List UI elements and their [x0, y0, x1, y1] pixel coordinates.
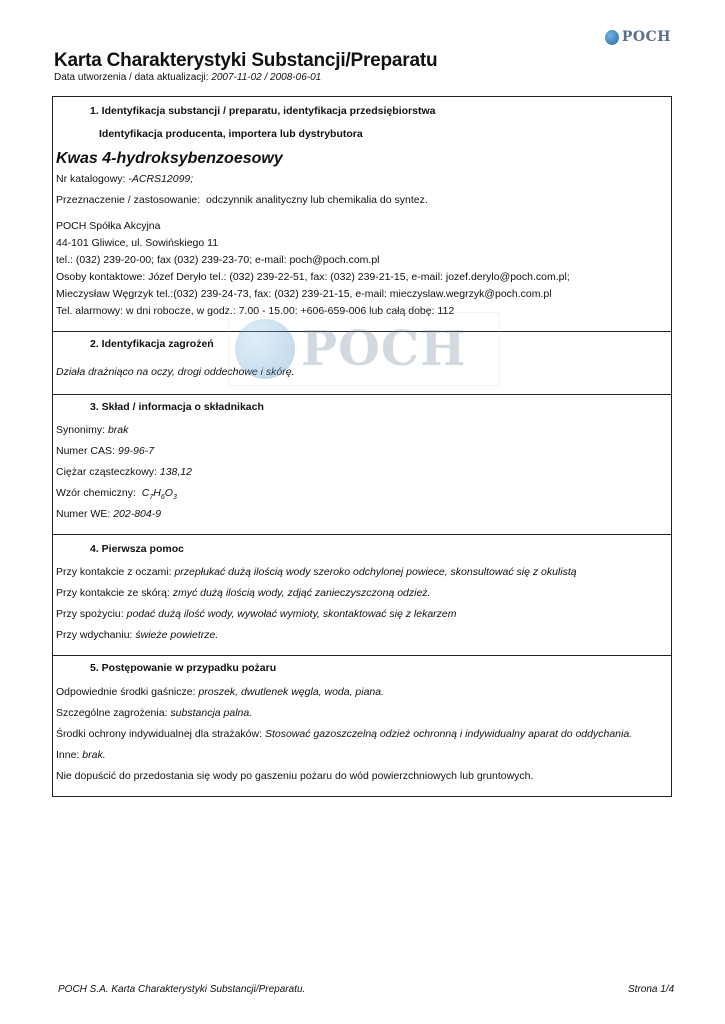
document-title: Karta Charakterystyki Substancji/Preparatu — [54, 50, 438, 71]
document-dates — [54, 72, 321, 83]
cas-row — [56, 445, 154, 457]
skin-value: zmyć dużą ilością wody, zdjąć zanieczyszczoną odzież. — [172, 587, 431, 599]
extinguishing-media — [56, 686, 384, 698]
contact-person-1: Osoby kontaktowe: Józef Deryło tel.: (032) 239-22-51, fax: (032) 239-21-15, e-mail: jozef.derylo@poch.com.pl; — [56, 271, 570, 283]
company-address: 44-101 Gliwice, ul. Sowińskiego 11 — [56, 237, 219, 249]
section-1-title: 1. Identyfikacja substancji / preparatu, identyfikacja przedsiębiorstwa — [90, 105, 436, 117]
use-label: Przeznaczenie / zastosowanie: — [56, 194, 201, 206]
product-use — [56, 194, 428, 206]
other-label: Inne: — [56, 749, 80, 761]
ingestion-value: podać dużą ilość wody, wywołać wymioty, skontaktować się z lekarzem — [126, 608, 457, 620]
firefighter-protection — [56, 728, 632, 740]
first-aid-skin — [56, 587, 430, 599]
inhalation-value: świeże powietrze. — [135, 629, 219, 641]
contact-person-2: Mieczysław Węgrzyk tel.:(032) 239-24-73, fax: (032) 239-21-15, e-mail: mieczyslaw.wegrzyk@poch.com.pl — [56, 288, 552, 300]
use-value: odczynnik analityczny lub chemikalia do syntez. — [206, 194, 428, 206]
company-phone: tel.: (032) 239-20-00; fax (032) 239-23-70; e-mail: poch@poch.com.pl — [56, 254, 380, 266]
dates-label: Data utworzenia / data aktualizacji: — [54, 72, 209, 83]
section-2-title: 2. Identyfikacja zagrożeń — [90, 338, 214, 350]
hazard-label: Szczególne zagrożenia: — [56, 707, 168, 719]
poch-watermark-icon — [235, 319, 295, 379]
synonyms-value: brak — [107, 424, 129, 436]
poch-logo — [605, 27, 671, 47]
other-info — [56, 749, 106, 761]
section-composition — [52, 394, 672, 535]
water-note: Nie dopuścić do przedostania się wody po gaszeniu pożaru do wód powierzchniowych lub gruntowych. — [56, 770, 534, 782]
cas-value: 99-96-7 — [117, 445, 155, 457]
catalog-value: -ACRS12099; — [128, 173, 194, 185]
poch-logo-icon — [605, 30, 619, 45]
poch-watermark-text: POCH — [301, 321, 467, 377]
section-identification — [52, 96, 672, 332]
section-firefighting — [52, 655, 672, 797]
eyes-value: przepłukać dużą ilością wody szeroko odchylonej powiece, skonsultować się z okulistą — [174, 566, 577, 578]
mw-label: Ciężar cząsteczkowy: — [56, 466, 157, 478]
company-name: POCH Spółka Akcyjna — [56, 220, 161, 232]
section-5-title: 5. Postępowanie w przypadku pożaru — [90, 662, 277, 674]
eyes-label: Przy kontakcie z oczami: — [56, 566, 172, 578]
emergency-phone: Tel. alarmowy: w dni robocze, w godz.: 7.00 - 15.00: +606-659-006 lub całą dobę: 112 — [56, 305, 455, 317]
protect-value: Stosować gazoszczelną odzież ochronną i indywidualny aparat do oddychania. — [264, 728, 633, 740]
media-label: Odpowiednie środki gaśnicze: — [56, 686, 196, 698]
page-number: Strona 1/4 — [628, 984, 675, 995]
section-1-subtitle: Identyfikacja producenta, importera lub dystrybutora — [99, 128, 363, 140]
section-4-title: 4. Pierwsza pomoc — [90, 543, 184, 555]
footer-title: POCH S.A. Karta Charakterystyki Substancji/Preparatu. — [58, 984, 306, 995]
media-value: proszek, dwutlenek węgla, woda, piana. — [198, 686, 385, 698]
synonyms-row — [56, 424, 128, 436]
molecular-weight-row — [56, 466, 192, 478]
skin-label: Przy kontakcie ze skórą: — [56, 587, 170, 599]
dates-value: 2007-11-02 / 2008-06-01 — [211, 72, 322, 83]
first-aid-ingestion — [56, 608, 457, 620]
catalog-label: Nr katalogowy: — [56, 173, 126, 185]
we-value: 202-804-9 — [113, 508, 162, 520]
we-label: Numer WE: — [56, 508, 111, 520]
hazards-value: Działa drażniąco na oczy, drogi oddechowe i skórę. — [56, 366, 295, 378]
other-value: brak. — [82, 749, 106, 761]
first-aid-eyes — [56, 566, 577, 578]
ingestion-label: Przy spożyciu: — [56, 608, 124, 620]
section-3-title: 3. Skład / informacja o składnikach — [90, 401, 264, 413]
cas-label: Numer CAS: — [56, 445, 115, 457]
formula-label: Wzór chemiczny: — [56, 487, 136, 499]
hazard-value: substancja palna. — [170, 707, 253, 719]
protect-label: Środki ochrony indywidualnej dla strażaków: — [56, 728, 263, 740]
inhalation-label: Przy wdychaniu: — [56, 629, 133, 641]
first-aid-inhalation — [56, 629, 218, 641]
mw-value: 138,12 — [159, 466, 192, 478]
special-hazards — [56, 707, 252, 719]
poch-logo-text: POCH — [621, 29, 671, 45]
product-name: Kwas 4-hydroksybenzoesowy — [56, 150, 283, 167]
formula-value: $C_7H_6O_3$ — [141, 487, 177, 502]
we-row — [56, 508, 161, 520]
synonyms-label: Synonimy: — [56, 424, 106, 436]
section-first-aid — [52, 534, 672, 656]
catalog-number — [56, 173, 193, 185]
poch-watermark — [228, 312, 500, 386]
formula-row — [56, 487, 177, 501]
